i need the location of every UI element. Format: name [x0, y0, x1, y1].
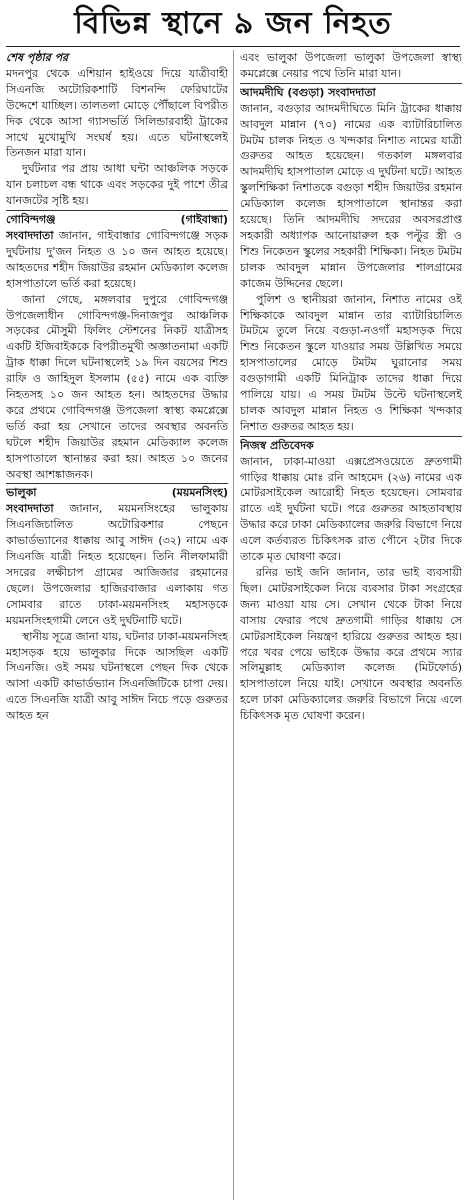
paragraph: রনির ভাই জনি জানান, তার ভাই ব্যবসায়ী ছিল। মোটরসাইকেল নিয়ে ব্যবসার টাকা সংগ্রহের জন্য মাওয়া যায় সে। সেখান থেকে টাকা নিয়ে বাসায় ফেরার পথে দ্রুতগামী গাড়ির ধাক্কায় সে মোটরসাইকেল নিয়ন্ত্রণ হারিয়ে গুরুতর আহত হয়। পরে খবর পেয়ে ভাইকে উদ্ধার করে প্রথমে স্যার সলিমুল্লাহ মেডিক্যাল কলেজ (মিটফোর্ড) হাসপাতালে নিয়ে যাই। সেখানে অবস্থার অবনতি হলে ঢাকা মেডিক্যালের জরুরি বিভাগে নিয়ে এলে চিকিৎসক মৃত ঘোষণা করেন।	[240, 566, 462, 723]
section-location: গোবিন্দগঞ্জ	[6, 213, 56, 227]
section-location: ভালুকা	[6, 486, 37, 500]
continuation-kicker: শেষ পৃষ্ঠার পর	[6, 51, 69, 64]
paragraph: এবং ভালুকা উপজেলা ভালুকা উপজেলা স্বাস্থ্য কমপ্লেক্সে নেয়ার পথে তিনি মারা যান।	[240, 51, 462, 80]
section-header-adamdighi	[240, 83, 462, 101]
headline-rule	[6, 46, 460, 47]
paragraph: স্থানীয় সূত্রে জানা যায়, ঘটনার ঢাকা-ময়মনসিংহ মহাসড়ক হয়ে ভালুকার দিকে আসছিল একটি সিএনজি। ওই সময় ঘটনাস্থলে পেছন দিক থেকে আসা একটি কাভার্ডভ্যান সিএনজিটিকে চাপা দেয়। এতে সিএনজি যাত্রী আবু সাঈদ নিচে পড়ে গুরুতর আহত হন	[6, 629, 228, 723]
headline: বিভিন্ন স্থানে ৯ জন নিহত	[74, 6, 392, 41]
dateline: সংবাদদাতা	[6, 502, 54, 516]
paragraph: জানা গেছে, মঙ্গলবার দুপুরে গোবিন্দগঞ্জ উপজেলাধীন গোবিন্দগঞ্জ-দিনাজপুর আঞ্চলিক সড়কের মৌসুমী ফিলিং স্টেশনের নিকট যাত্রীসহ একটি ইজিবাইককে বিপরীতমুখী অজ্ঞাতনামা একটি ট্রাক ধাক্কা দিলে ঘটনাস্থলেই ১৯ দিন বয়সের শিশু রাফি ও জাহিদুল ইসলাম (৫৫) নামে এক ব্যক্তি নিহতসহ ১০ জন আহত হন। আহতদের উদ্ধার করে প্রথমে গোবিন্দগঞ্জ উপজেলা স্বাস্থ্য কমপ্লেক্সে ভর্তি করা হয় সেখানে তাদের অবস্থার অবনতি ঘটলে শহীদ জিয়াউর রহমান মেডিক্যাল কলেজ হাসপাতালে স্থানান্তর করা হয়। আহত ১০ জনের অবস্থা আশঙ্কাজনক।	[6, 292, 228, 481]
paragraph: জানান, ঢাকা-মাওয়া এক্সপ্রেসওয়েতে দ্রুতগামী গাড়ির ধাক্কায় মোঃ রনি আহমেদ (২৬) নামের এক মোটরসাইকেল আরোহী নিহত হয়েছেন। সোমবার রাতে এই দুর্ঘটনা ঘটে। পরে গুরুতর আহতাবস্থায় উদ্ধার করে ঢাকা মেডিক্যালের জরুরি বিভাগে নিয়ে এলে কর্তব্যরত চিকিৎসক রাত পৌনে ২টার দিকে তাকে মৃত ঘোষণা করে।	[240, 454, 462, 564]
paragraph: সংবাদদাতা জানান, গাইবান্ধার গোবিন্দগঞ্জে সড়ক দুর্ঘটনায় দু'জন নিহত ও ১০ জন আহত হয়েছে। আহতদের শহীদ জিয়াউর রহমান মেডিক্যাল কলেজ হাসপাতালে ভর্তি করা হয়েছে।	[6, 228, 228, 290]
section-district: (ময়মনসিংহ)	[171, 486, 228, 500]
paragraph: মদনপুর থেকে এশিয়ান হাইওয়ে দিয়ে যাত্রীবাহী সিএনজি অটোরিকশাটি বিশনন্দি ফেরিঘাটের উদ্দেশে যাচ্ছিল। তালতলা মোড়ে পৌঁছালে বিপরীত দিক থেকে আসা গ্যাসভর্তি সিলিন্ডারবাহী ট্রাকের সাথে মুখোমুখি সংঘর্ষ হয়। এতে ঘটনাস্থলেই তিনজন মারা যান।	[6, 66, 228, 160]
column-divider	[233, 50, 234, 1200]
paragraph: দুর্ঘটনার পর প্রায় আধা ঘন্টা আঞ্চলিক সড়কে যান চলাচল বন্ধ থাকে এবং সড়কের দুই পাশে তীব্র যানজটের সৃষ্টি হয়।	[6, 162, 228, 208]
article-column-left	[6, 50, 228, 1200]
section-location: নিজস্ব প্রতিবেদক	[240, 438, 314, 452]
section-header-gobindaganj	[6, 210, 228, 228]
article-column-right	[240, 50, 462, 1200]
paragraph: সংবাদদাতা জানান, ময়মনসিংহের ভালুকায় সিএনজিচালিত অটোরিকশার পেছনে কাভার্ডভ্যানের ধাক্কায় আবু সাঈদ (৩২) নামে এক সিএনজি যাত্রী নিহত হয়েছেন। তিনি নীলফামারী সদরের লক্ষীচাপ গ্রামের আজিজার রহমানের ছেলে। উপজেলার হাজিরবাজার এলাকায় গত সোমবার রাতে ঢাকা-ময়মনসিংহ মহাসড়কে ময়মনসিংহগামী লেনে ওই দুর্ঘটনাটি ঘটে।	[6, 502, 228, 627]
section-header-staff-reporter	[240, 436, 462, 454]
dateline: সংবাদদাতা	[6, 228, 54, 242]
section-district: (গাইবান্ধা)	[180, 213, 228, 227]
section-header-bhaluka	[6, 483, 228, 501]
section-location: আদমদীঘি (বগুড়া) সংবাদদাতা	[240, 85, 376, 99]
paragraph: জানান, বগুড়ার আদমদীঘিতে মিনি ট্রাকের ধাক্কায় আবদুল মান্নান (৭০) নামের এক ব্যাটারিচালিত টমটম চালক নিহত ও খন্দকার নিশাত নামের যাত্রী গুরুতর আহত হয়েছেন। গতকাল মঙ্গলবার আদমদীঘি হাসপাতাল মোড়ে এ দুর্ঘটনা ঘটে। আহত স্কুলশিক্ষিকা নিশাতকে বগুড়া শহীদ জিয়াউর রহমান মেডিক্যাল কলেজ হাসপাতালে স্থানান্তর করা হয়েছে। তিনি আদমদীঘি সদরের অবসরপ্রাপ্ত সহকারী অধ্যাপক আনোয়ারুল হক পল্টুর স্ত্রী ও শিশু নিকেতন স্কুলের সহকারী শিক্ষিকা। নিহত টমটম চালক আবদুল মান্নান উপজেলার শালগ্রামের কাজেম উদ্দিনের ছেলে।	[240, 101, 462, 290]
paragraph: পুলিশ ও স্থানীয়রা জানান, নিশাত নামের ওই শিক্ষিকাকে আবদুল মান্নান তার ব্যাটারিচালিত টমটমে তুলে নিয়ে বগুড়া-নওগাঁ মহাসড়ক দিয়ে শিশু নিকেতন স্কুলে যাওয়ার সময় উল্লিখিত সময়ে হাসপাতালের মোড়ে টমটম ঘুরানোর সময় বগুড়াগামী একটি মিনিট্রাক তাদের ধাক্কা দিয়ে পালিয়ে যায়। এ সময় টমটম উল্টে ঘটনাস্থলেই চালক আবদুল মান্নান নিহত ও শিক্ষিকা খন্দকার নিশাত গুরুতর আহত হয়।	[240, 292, 462, 433]
